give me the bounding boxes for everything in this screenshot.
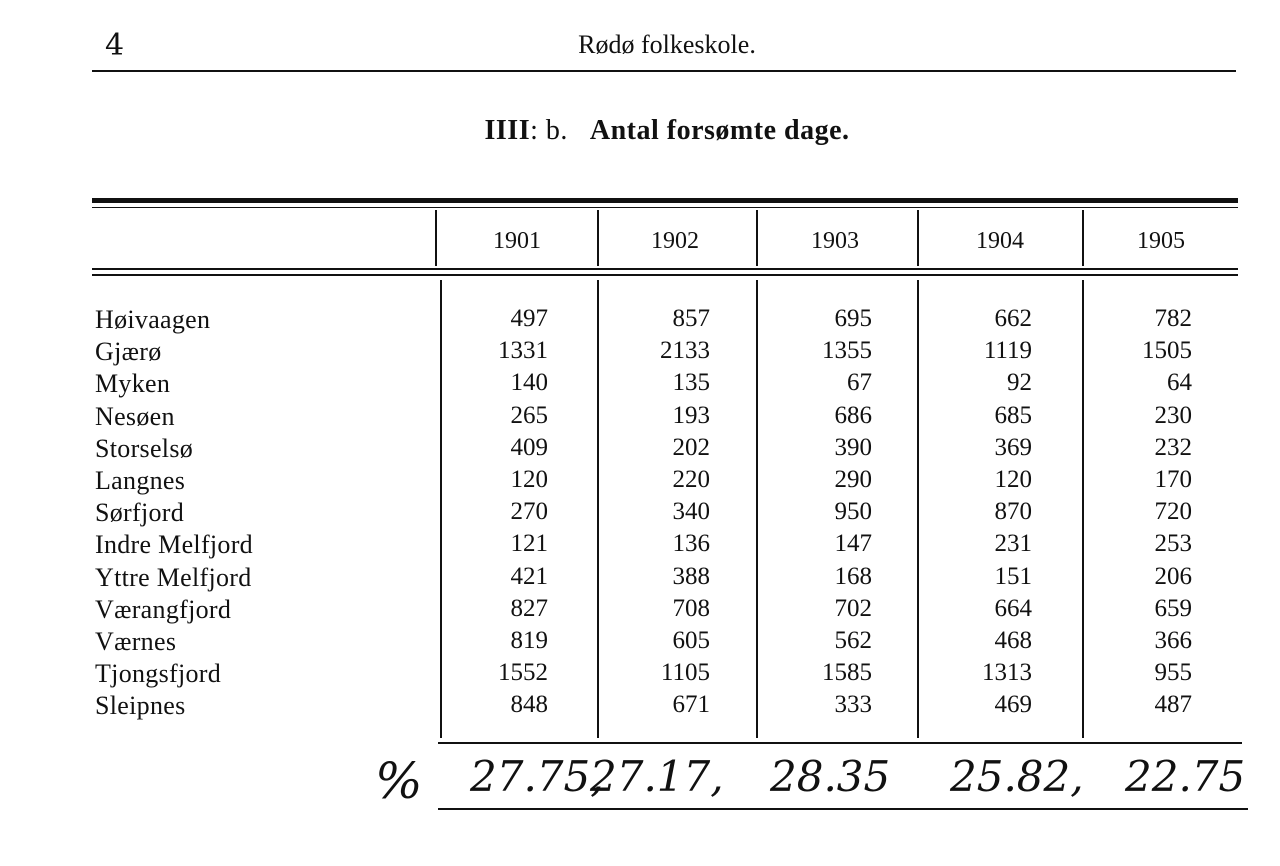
absence-value: 827 (510, 594, 548, 622)
absence-value: 390 (834, 433, 872, 461)
percent-value: 27.75, (470, 752, 604, 801)
absence-value: 2133 (660, 337, 710, 365)
table-top-rule-thin (92, 207, 1238, 208)
percent-value: 25.82, (950, 752, 1084, 801)
table-row (0, 627, 1280, 659)
absence-value: 695 (834, 305, 872, 332)
absence-value: 290 (834, 466, 872, 493)
school-name: Nesøen (95, 401, 175, 431)
absence-value: 662 (994, 305, 1032, 332)
absence-value: 686 (834, 401, 872, 429)
absence-value: 1331 (498, 337, 548, 365)
absence-value: 1105 (660, 659, 710, 687)
year-header: 1903 (811, 228, 859, 254)
absence-value: 206 (1154, 562, 1192, 590)
header-bottom-rule-2 (92, 274, 1238, 276)
absence-value: 782 (1154, 305, 1192, 332)
running-head: Rødø folkeskole. (578, 30, 756, 59)
absence-value: 270 (510, 498, 548, 526)
school-name: Høivaagen (95, 305, 211, 334)
percent-value: 28.35 (770, 752, 891, 801)
percent-value: 22.75 (1125, 752, 1246, 801)
absence-value: 202 (672, 433, 710, 461)
year-header: 1905 (1137, 228, 1185, 254)
absence-value: 562 (834, 627, 872, 654)
absence-value: 702 (834, 594, 872, 622)
absence-value: 1355 (822, 337, 872, 365)
absence-value: 220 (672, 466, 710, 493)
table-row (0, 305, 1280, 337)
table-row (0, 369, 1280, 401)
absence-value: 265 (510, 401, 548, 429)
table-top-rule (92, 198, 1238, 203)
absence-value: 92 (1007, 369, 1032, 397)
table-row (0, 434, 1280, 466)
header-bottom-rule (92, 268, 1238, 270)
absence-value: 819 (510, 627, 548, 654)
section-number: IIII (484, 115, 531, 146)
absence-value: 1313 (982, 659, 1032, 687)
absence-value: 64 (1167, 369, 1192, 397)
absence-value: 468 (994, 627, 1032, 654)
absence-value: 369 (994, 433, 1032, 461)
absence-value: 333 (834, 691, 872, 719)
absence-value: 1505 (1142, 337, 1192, 365)
absence-value: 120 (510, 466, 548, 493)
school-name: Gjærø (95, 337, 162, 367)
school-name: Sørfjord (95, 498, 185, 528)
absence-value: 685 (994, 401, 1032, 429)
table-row (0, 659, 1280, 691)
header-rule (92, 70, 1236, 72)
absence-value: 67 (847, 369, 872, 397)
school-name: Sleipnes (95, 691, 186, 721)
absence-value: 659 (1154, 594, 1192, 622)
absence-value: 664 (994, 594, 1032, 622)
sum-top-rule (438, 742, 1242, 744)
absence-value: 121 (510, 530, 548, 558)
table-row (0, 402, 1280, 434)
school-name: Yttre Melfjord (95, 562, 252, 592)
school-name: Værnes (95, 627, 177, 656)
column-divider (756, 210, 758, 266)
percent-label: % (375, 752, 423, 810)
absence-value: 366 (1154, 627, 1192, 654)
table-row (0, 595, 1280, 627)
subsection-label: : b. (530, 115, 568, 146)
absence-value: 421 (510, 562, 548, 590)
absence-value: 151 (994, 562, 1032, 590)
absence-value: 232 (1154, 433, 1192, 461)
school-name: Indre Melfjord (95, 530, 253, 560)
absence-value: 870 (994, 498, 1032, 526)
school-name: Myken (95, 369, 171, 399)
absence-value: 230 (1154, 401, 1192, 429)
year-header: 1904 (976, 228, 1024, 254)
table-row (0, 563, 1280, 595)
absence-value: 1119 (983, 337, 1032, 365)
absence-value: 497 (510, 305, 548, 332)
school-name: Langnes (95, 466, 186, 495)
absence-value: 147 (834, 530, 872, 558)
absence-value: 720 (1154, 498, 1192, 526)
table-title-text: Antal forsømte dage. (589, 115, 850, 146)
table-row (0, 691, 1280, 723)
absence-value: 120 (994, 466, 1032, 493)
absence-value: 857 (672, 305, 710, 332)
absence-value: 136 (672, 530, 710, 558)
table-row (0, 530, 1280, 562)
sum-bottom-rule (438, 808, 1248, 810)
absence-value: 340 (672, 498, 710, 526)
absence-value: 848 (510, 691, 548, 719)
table-row (0, 337, 1280, 369)
absence-value: 1585 (822, 659, 872, 687)
table-title (0, 115, 1280, 147)
absence-value: 955 (1154, 659, 1192, 687)
absence-value: 1552 (498, 659, 548, 687)
absence-value: 135 (672, 369, 710, 397)
absence-value: 193 (672, 401, 710, 429)
absence-value: 168 (834, 562, 872, 590)
column-divider (917, 210, 919, 266)
absence-value: 409 (510, 433, 548, 461)
column-divider (435, 210, 437, 266)
absence-value: 605 (672, 627, 710, 654)
school-name: Tjongsfjord (95, 659, 222, 689)
absence-value: 170 (1154, 466, 1192, 493)
absence-value: 140 (510, 369, 548, 397)
column-divider (597, 210, 599, 266)
school-name: Storselsø (95, 433, 194, 463)
absence-value: 708 (672, 594, 710, 622)
absence-value: 950 (834, 498, 872, 526)
table-row (0, 466, 1280, 498)
absence-value: 487 (1154, 691, 1192, 719)
absence-value: 469 (994, 691, 1032, 719)
table-row (0, 498, 1280, 530)
page-number: 4 (105, 28, 125, 63)
year-header: 1901 (493, 228, 541, 254)
year-header: 1902 (651, 228, 699, 254)
absence-value: 253 (1154, 530, 1192, 558)
absence-value: 671 (672, 691, 710, 719)
column-divider (1082, 210, 1084, 266)
percent-value: 27.17, (590, 752, 724, 801)
absence-value: 231 (994, 530, 1032, 558)
absence-value: 388 (672, 562, 710, 590)
school-name: Værangfjord (95, 594, 232, 624)
